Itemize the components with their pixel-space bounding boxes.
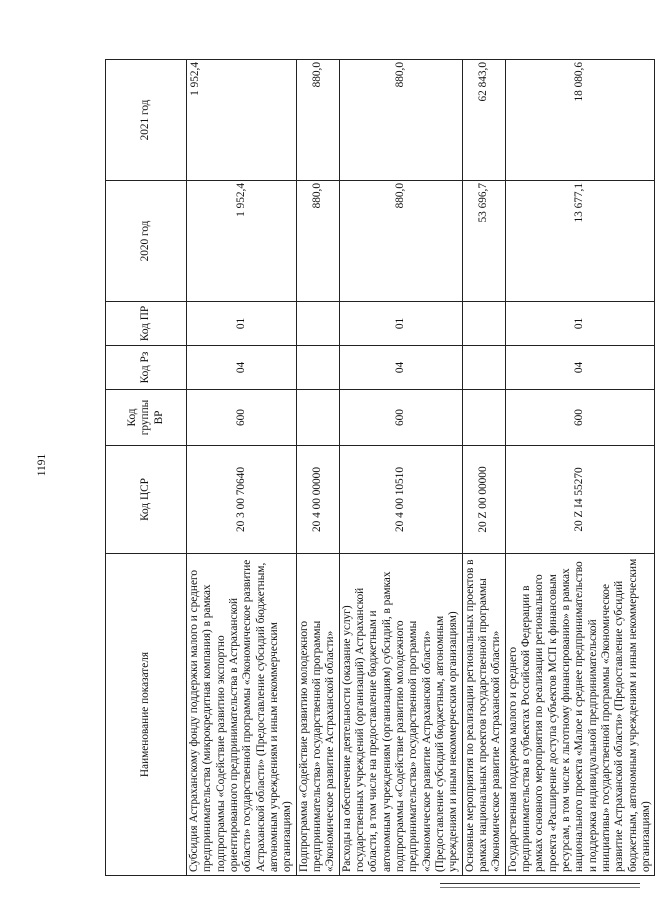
bottom-divider-secondary	[440, 887, 640, 888]
row-2020: 53 696,7	[462, 181, 505, 302]
row-2021: 1 952,4	[187, 60, 297, 181]
row-name: Государственная поддержка малого и среднего предпринимательства в субъектах Российской Федерации в рамках основного мероприятия по реализации регионального проекта «Расширение доступа субъектов МСП к финансовым ресурсам, в том числе к льготному финансированию» в рамках национального проекта «Малое и среднее предпринимательство и поддержка индивидуальной предпринимательской инициативы» государственной программы «Экономическое развитие Астраханской области» (Предоставление субсидий бюджетным, автономным учреждениям и иным некоммерческим организациям)	[505, 554, 655, 876]
row-pr: 01	[339, 302, 462, 346]
header-2021: 2021 год	[106, 60, 187, 181]
row-pr: 01	[505, 302, 655, 346]
row-2020: 13 677,1	[505, 181, 655, 302]
row-rz: 04	[505, 346, 655, 390]
header-name: Наименование показателя	[106, 554, 187, 876]
header-pr: Код ПР	[106, 302, 187, 346]
row-pr	[462, 302, 505, 346]
row-2020: 880,0	[296, 181, 339, 302]
row-vr: 600	[505, 390, 655, 446]
row-csr: 20 Z I4 55270	[505, 446, 655, 554]
budget-table	[105, 59, 655, 876]
row-vr: 600	[339, 390, 462, 446]
row-name: Подпрограмма «Содействие развитию молодежного предпринимательства» государственной программы «Экономическое развитие Астраханской области»	[296, 554, 339, 876]
header-vr: Код группы ВР	[106, 390, 187, 446]
row-csr: 20 4 00 00000	[296, 446, 339, 554]
rotated-table-wrapper	[105, 60, 652, 876]
row-csr: 20 4 00 10510	[339, 446, 462, 554]
row-rz	[462, 346, 505, 390]
table-row	[505, 60, 655, 876]
bottom-divider	[440, 883, 640, 884]
row-name: Субсидия Астраханскому фонду поддержки малого и среднего предпринимательства (микрокредитная компания) в рамках подпрограммы «Содействие развитию экспортно ориентированного предпринимательства в Астраханской области» государственной программы «Экономическое развитие Астраханской области» (Предоставление субсидий бюджетным, автономным учреждениям и иным некоммерческим организациям)	[187, 554, 297, 876]
row-2021: 18 080,6	[505, 60, 655, 181]
row-2021: 880,0	[339, 60, 462, 181]
row-name: Расходы на обеспечение деятельности (оказание услуг) государственных учреждений (организаций) Астраханской области, в том числе на предоставление бюджетным и автономным учреждениям (организациям) субсидий, в рамках подпрограммы «Содействие развитию молодежного предпринимательства» государственной программы «Экономическое развитие Астраханской области» (Предоставление субсидий бюджетным, автономным учреждениям и иным некоммерческим организациям)	[339, 554, 462, 876]
table-row	[462, 60, 505, 876]
row-csr: 20 Z 00 00000	[462, 446, 505, 554]
row-2021: 62 843,0	[462, 60, 505, 181]
row-rz: 04	[187, 346, 297, 390]
row-rz: 04	[339, 346, 462, 390]
row-pr: 01	[187, 302, 297, 346]
header-2020: 2020 год	[106, 181, 187, 302]
row-2020: 1 952,4	[187, 181, 297, 302]
row-pr	[296, 302, 339, 346]
row-rz	[296, 346, 339, 390]
row-2021: 880,0	[296, 60, 339, 181]
header-rz: Код Рз	[106, 346, 187, 390]
row-vr	[296, 390, 339, 446]
table-row	[296, 60, 339, 876]
table-row	[187, 60, 297, 876]
row-2020: 880,0	[339, 181, 462, 302]
row-vr	[462, 390, 505, 446]
header-row	[106, 60, 187, 876]
row-csr: 20 3 00 70640	[187, 446, 297, 554]
row-vr: 600	[187, 390, 297, 446]
table-row	[339, 60, 462, 876]
page-number: 1191	[36, 453, 48, 477]
row-name: Основные мероприятия по реализации региональных проектов в рамках национальных проектов государственной программы «Экономическое развитие Астраханской области»	[462, 554, 505, 876]
header-csr: Код ЦСР	[106, 446, 187, 554]
